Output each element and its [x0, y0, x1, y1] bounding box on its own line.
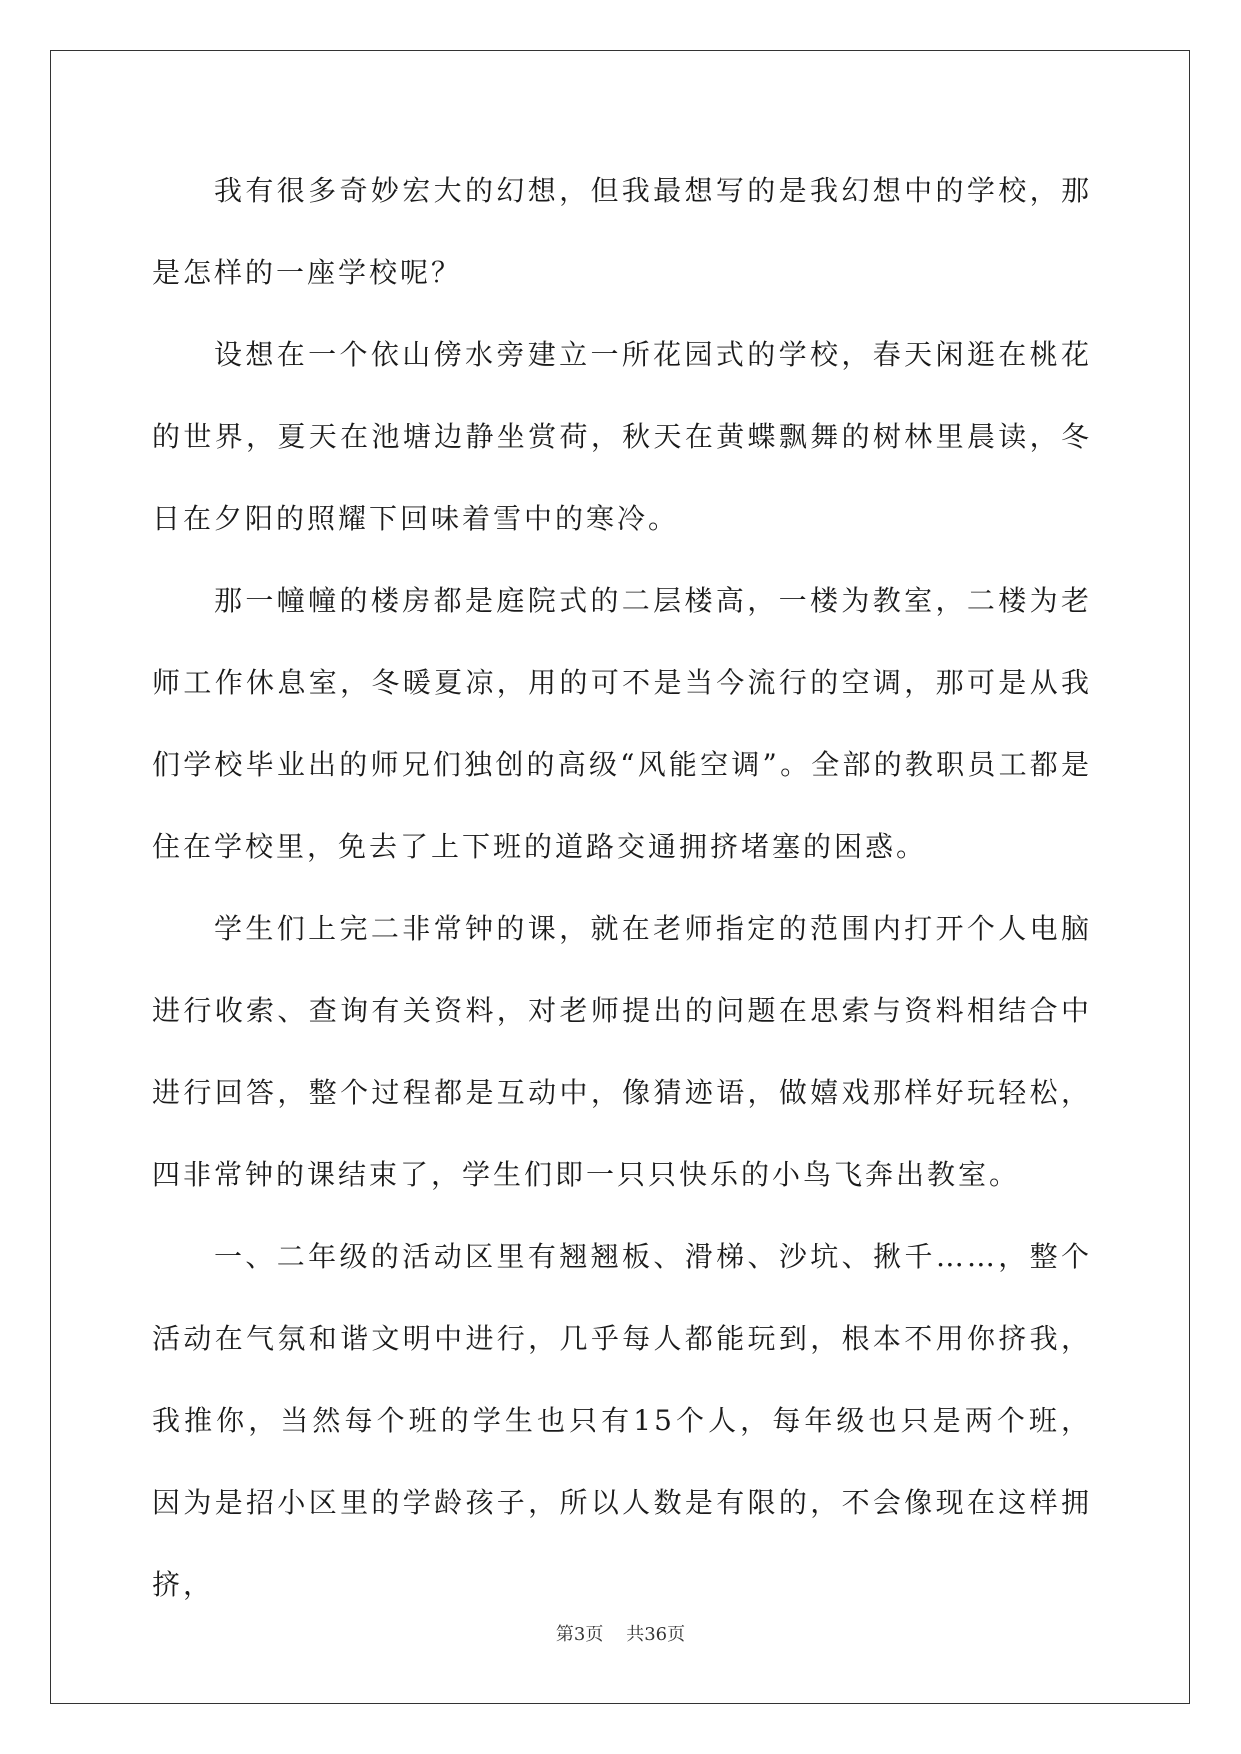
paragraph: 设想在一个依山傍水旁建立一所花园式的学校，春天闲逛在桃花的世界，夏天在池塘边静坐赏荷，秋天在黄蝶飘舞的树林里晨读，冬日在夕阳的照耀下回味着雪中的寒冷。	[152, 338, 1092, 535]
page-number-footer: 第3页 共36页	[555, 1624, 686, 1645]
paragraph: 那一幢幢的楼房都是庭院式的二层楼高，一楼为教室，二楼为老师工作休息室，冬暖夏凉，用的可不是当今流行的空调，那可是从我们学校毕业出的师兄们独创的高级“风能空调”。全部的教职员工都是住在学校里，免去了上下班的道路交通拥挤堵塞的困惑。	[152, 584, 1092, 863]
paragraph: 一、二年级的活动区里有翘翘板、滑梯、沙坑、揪千……，整个活动在气氛和谐文明中进行，几乎每人都能玩到，根本不用你挤我，我推你，当然每个班的学生也只有15个人，每年级也只是两个班，因为是招小区里的学龄孩子，所以人数是有限的，不会像现在这样拥挤，	[152, 1240, 1092, 1601]
document-body	[152, 150, 1092, 1626]
paragraph: 我有很多奇妙宏大的幻想，但我最想写的是我幻想中的学校，那是怎样的一座学校呢？	[152, 174, 1092, 289]
paragraph: 学生们上完二非常钟的课，就在老师指定的范围内打开个人电脑进行收索、查询有关资料，对老师提出的问题在思索与资料相结合中进行回答，整个过程都是互动中，像猜迹语，做嬉戏那样好玩轻松，四非常钟的课结束了，学生们即一只只快乐的小鸟飞奔出教室。	[152, 912, 1092, 1191]
